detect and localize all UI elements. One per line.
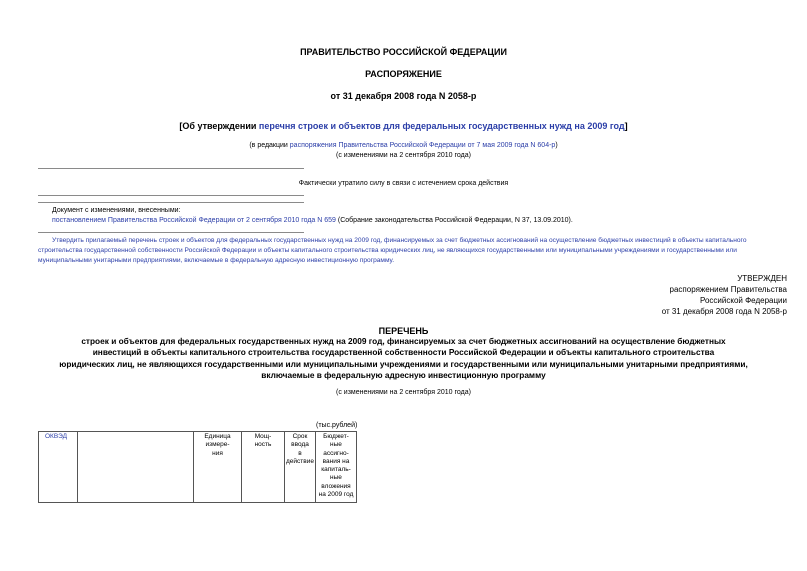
document-type: РАСПОРЯЖЕНИЕ: [365, 69, 442, 79]
amendments-line: [52, 217, 573, 224]
col-unit-l3: ния: [212, 449, 223, 457]
title-open-bracket: [: [179, 121, 183, 131]
col-unit: [194, 432, 242, 503]
col-budget-l2: ные: [330, 441, 342, 449]
revision-link[interactable]: распоряжения Правительства Российской Федерации от 7 мая 2009 года N 604-р: [289, 142, 556, 149]
col-term-l1: Срок: [292, 433, 308, 440]
approval-line-1: распоряжением Правительства: [669, 285, 787, 294]
resolution-body[interactable]: Утвердить прилагаемый перечень строек и объектов для федеральных государственных нужд на 2009 год, финансируемых за счет бюджетных ассигнований на осуществление бюджетных инвестиций в объекты капитального строительства государственной собственности Российской Федерации и объекты капитального строительства юридических лиц, не являющихся государственными или муниципальными учреждениями и государственными или муниципальными унитарными предприятиями, включаемые в федеральную адресную инвестиционную программу.: [38, 237, 747, 264]
col-term: [285, 432, 316, 503]
approval-approved: УТВЕРЖДЕН: [737, 274, 787, 283]
col-term-l2: ввода: [291, 441, 309, 449]
amendments-link[interactable]: постановлением Правительства Российской Федерации от 2 сентября 2010 года N 659: [52, 217, 336, 224]
table-header-row: [39, 432, 357, 503]
document-date-number: от 31 декабря 2008 года N 2058-р: [330, 91, 477, 101]
title-close-bracket: ]: [624, 121, 628, 131]
approval-block: [662, 273, 787, 317]
revision-line: [0, 142, 807, 149]
amendments-suffix: (Собрание законодательства Российской Федерации, N 37, 13.09.2010).: [335, 217, 573, 224]
col-blank: [78, 432, 194, 503]
col-budget-l1: Бюджет-: [323, 433, 349, 440]
list-line-4: включаемые в федеральную адресную инвестиционную программу: [261, 369, 546, 380]
title-link[interactable]: перечня строек и объектов для федеральных государственных нужд на 2009 год: [258, 121, 625, 131]
government-heading: ПРАВИТЕЛЬСТВО РОССИЙСКОЙ ФЕДЕРАЦИИ: [300, 47, 507, 57]
col-budget-l7: вложения: [321, 482, 351, 490]
col-unit-l1: Единица: [204, 433, 231, 440]
approval-line-3: от 31 декабря 2008 года N 2058-р: [661, 307, 787, 316]
col-okved[interactable]: ОКВЭД: [39, 432, 78, 503]
col-term-l3: в: [298, 449, 302, 457]
col-budget: [316, 432, 357, 503]
list-line-2: инвестиций в объекты капитального строительства государственной собственности Российской Федерации и объекты капитального строительства: [92, 347, 715, 358]
col-budget-l4: вания на: [322, 457, 350, 465]
list-changes: (с изменениями на 2 сентября 2010 года): [336, 389, 471, 396]
title-prefix: Об утверждении: [182, 121, 259, 131]
table-unit: (тыс.рублей): [316, 422, 358, 429]
objects-table: [38, 431, 357, 503]
document-title: [0, 121, 807, 131]
expired-note: Фактически утратило силу в связи с истечением срока действия: [298, 180, 509, 187]
col-budget-l8: на 2009 год: [318, 491, 354, 499]
divider-mid-1: [38, 195, 304, 196]
list-heading: ПЕРЕЧЕНЬ: [378, 326, 429, 336]
divider-top: [38, 168, 304, 169]
revision-suffix: ): [555, 142, 558, 149]
col-unit-l2: измере-: [205, 441, 230, 449]
divider-mid-2: [38, 202, 304, 203]
revision-changes: (с изменениями на 2 сентября 2010 года): [336, 152, 471, 159]
list-description: [0, 336, 807, 381]
approval-line-2: Российской Федерации: [700, 296, 787, 305]
col-term-l4: действие: [286, 457, 314, 465]
list-line-3: юридических лиц, не являющихся государственными или муниципальными учреждениями и государственными или муниципальными унитарными предприятиями,: [59, 358, 748, 369]
col-power-l2: ность: [254, 441, 272, 449]
divider-bottom: [38, 232, 304, 233]
col-budget-l6: ные: [330, 474, 342, 482]
col-power-l1: Мощ-: [254, 433, 272, 440]
amendments-label: Документ с изменениями, внесенными:: [52, 207, 181, 214]
col-power: [242, 432, 285, 503]
list-line-1: строек и объектов для федеральных государственных нужд на 2009 год, финансируемых за счет бюджетных ассигнований на осуществление бюджетных: [81, 336, 726, 346]
col-budget-l3: ассигно-: [323, 449, 349, 457]
col-budget-l5: капиталь-: [321, 466, 351, 474]
revision-prefix: (в редакции: [249, 142, 290, 149]
